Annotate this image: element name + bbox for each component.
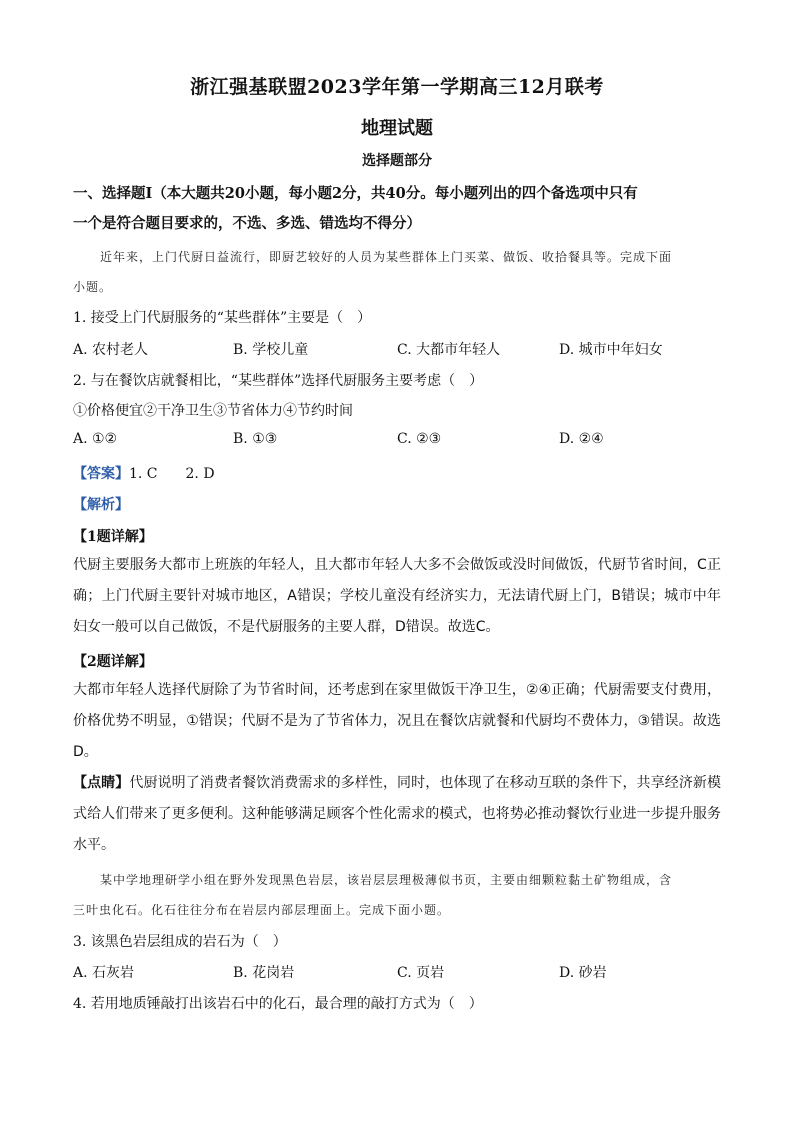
detail1-tag: 【1题详解】: [73, 529, 153, 545]
q1-option-d: D. 城市中年妇女: [559, 342, 663, 358]
q2-items: ①价格便宜②干净卫生③节省体力④节约时间: [73, 403, 353, 419]
part-heading: 选择题部分: [362, 153, 432, 169]
q3-stem: 3. 该黑色岩层组成的岩石为（ ）: [73, 934, 287, 950]
passage1-line1: 近年来，上门代厨日益流行，即厨艺较好的人员为某些群体上门买菜、做饭、收拾餐具等。完成下面: [100, 250, 673, 264]
answer-tag: 【答案】: [73, 466, 129, 482]
exam-title: 浙江强基联盟2023学年第一学期高三12月联考: [190, 76, 604, 98]
comment-paragraph: [73, 768, 721, 861]
q2-option-c: C. ②③: [397, 431, 442, 447]
q3-option-a: A. 石灰岩: [73, 965, 135, 981]
q1-option-b: B. 学校儿童: [233, 342, 309, 358]
section-heading-line2: 一个是符合题目要求的，不选、多选、错选均不得分）: [73, 215, 421, 232]
section-heading-line1: 一、选择题Ⅰ（本大题共20小题，每小题2分，共40分。每小题列出的四个备选项中只有: [73, 185, 638, 202]
analysis-tag: 【解析】: [73, 497, 129, 513]
passage2-line1: 某中学地理研学小组在野外发现黑色岩层，该岩层层理极薄似书页，主要由细颗粒黏土矿物组成，含: [100, 873, 673, 887]
subject-title: 地理试题: [361, 118, 433, 139]
q3-option-b: B. 花岗岩: [233, 965, 295, 981]
q3-option-d: D. 砂岩: [559, 965, 607, 981]
q1-option-a: A. 农村老人: [73, 342, 149, 358]
q2-option-b: B. ①③: [233, 431, 278, 447]
q2-stem: 2. 与在餐饮店就餐相比，“某些群体”选择代厨服务主要考虑（ ）: [73, 373, 484, 389]
q2-option-d: D. ②④: [559, 431, 604, 447]
answer-text: 1. C 2. D: [129, 466, 215, 482]
q4-stem: 4. 若用地质锤敲打出该岩石中的化石，最合理的敲打方式为（ ）: [73, 996, 483, 1012]
analysis-line: [73, 494, 129, 514]
answer-line: [73, 463, 215, 483]
comment-text: 代厨说明了消费者餐饮消费需求的多样性，同时，也体现了在移动互联的条件下，共享经济新模式给人们带来了更多便利。这种能够满足顾客个性化需求的模式，也将势必推动餐饮行业进一步提升服务水平。: [73, 775, 722, 853]
passage1-line2: 小题。: [73, 280, 113, 294]
passage2-line2: 三叶虫化石。化石往往分布在岩层内部层理面上。完成下面小题。: [73, 903, 451, 917]
q1-option-c: C. 大都市年轻人: [397, 342, 501, 358]
detail2-tag: 【2题详解】: [73, 654, 153, 670]
detail2-text: 大都市年轻人选择代厨除了为节省时间，还考虑到在家里做饭干净卫生，②④正确；代厨需要支付费用，价格优势不明显，①错误；代厨不是为了节省体力，况且在餐饮店就餐和代厨均不费体力，③错误。故选D。: [73, 682, 721, 760]
q3-option-c: C. 页岩: [397, 965, 445, 981]
detail1-text: 代厨主要服务大都市上班族的年轻人，且大都市年轻人大多不会做饭或没时间做饭，代厨节省时间，C正确；上门代厨主要针对城市地区，A错误；学校儿童没有经济实力，无法请代厨上门，B错误；城市中年妇女一般可以自己做饭，不是代厨服务的主要人群，D错误。故选C。: [73, 557, 721, 635]
comment-tag: 【点睛】: [73, 775, 130, 791]
q1-stem: 1. 接受上门代厨服务的“某些群体”主要是（ ）: [73, 310, 372, 326]
q2-option-a: A. ①②: [73, 431, 118, 447]
